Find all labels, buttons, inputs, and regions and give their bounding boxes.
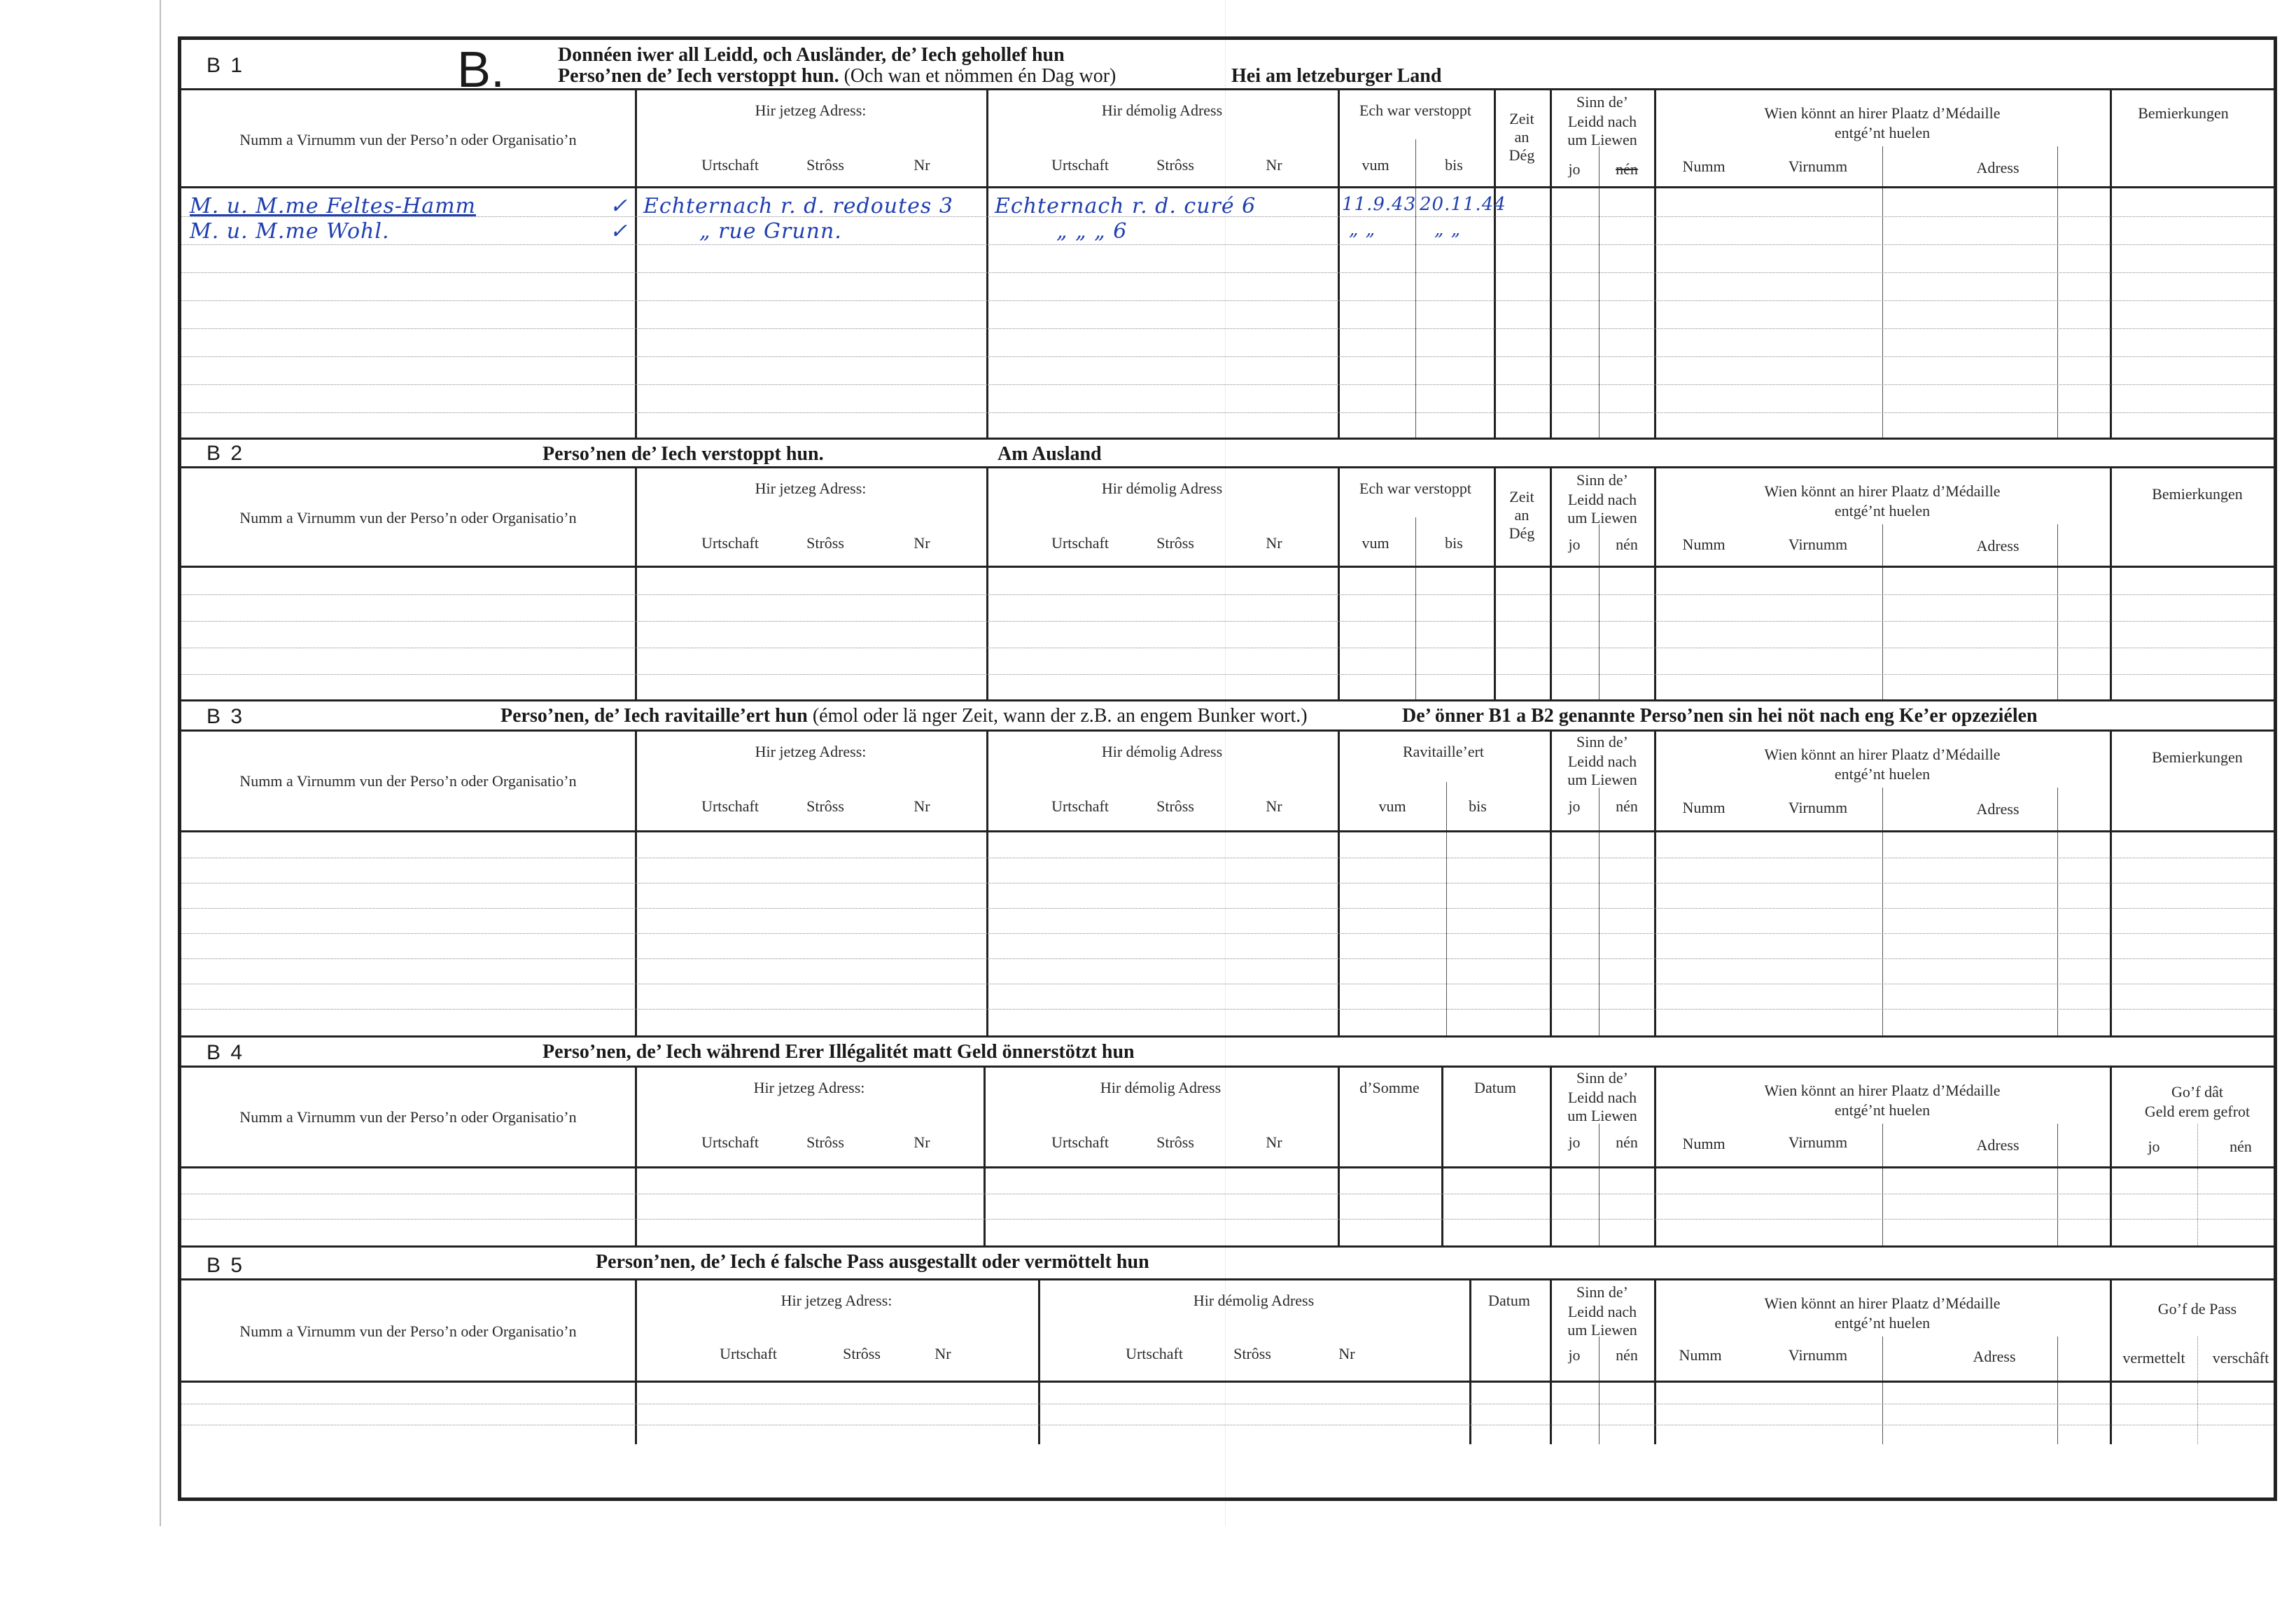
b5-sub-nr: Nr	[934, 1345, 951, 1362]
b1-header	[181, 90, 2274, 188]
b1-sub-urtschaft-2: Urtschaft	[1051, 156, 1109, 174]
b1-sub-vum: vum	[1362, 156, 1390, 174]
b1-check-mark-2: ✓	[610, 219, 629, 244]
b2-sub-nr-2: Nr	[1266, 534, 1282, 552]
b2-col-time-1: Zeit	[1509, 488, 1534, 505]
b2-title: Perso’nen de’ Iech verstoppt hun.	[542, 443, 824, 465]
b2-col-medal-2: entgé’nt huelen	[1834, 502, 1931, 519]
b1-entry-1-name: M. u. M.me Feltes-Hamm	[190, 194, 476, 218]
b1-col-former: Hir démolig Adress	[1101, 102, 1223, 119]
b1-col-alive-2: Leidd nach	[1567, 113, 1637, 130]
b4-col-gift-2: Geld erem gefrot	[2144, 1103, 2250, 1120]
b3-col-medal-1: Wien könnt an hirer Plaatz d’Médaille	[1764, 746, 2001, 763]
b3-sub-numm: Numm	[1682, 799, 1726, 816]
b5-col-alive-1: Sinn de’	[1576, 1283, 1628, 1301]
b3-title-bar	[181, 701, 2274, 732]
b2-body	[181, 568, 2274, 701]
b5-title-bar	[181, 1247, 2274, 1280]
b3-sub-stross-2: Strôss	[1156, 797, 1194, 815]
b5-col-former: Hir démolig Adress	[1193, 1292, 1315, 1309]
b2-title-bar	[181, 439, 2274, 468]
b2-sub-nr: Nr	[913, 534, 930, 552]
b1-title-right: Hei am letzeburger Land	[1231, 65, 1442, 87]
b1-sub-adress: Adress	[1976, 159, 2019, 176]
b1-entry-1-bis: 20.11.44	[1420, 194, 1506, 215]
b2-col-time-3: Dég	[1508, 524, 1535, 542]
b1-entry-2-name: M. u. M.me Wohl.	[190, 219, 390, 244]
b4-sub-virnumm: Virnumm	[1788, 1133, 1848, 1151]
b5-sub-virnumm: Virnumm	[1788, 1346, 1848, 1364]
b5-col-current: Hir jetzeg Adress:	[780, 1292, 892, 1309]
b3-sub-urtschaft: Urtschaft	[701, 797, 759, 815]
b5-sub-numm: Numm	[1679, 1346, 1722, 1364]
b2-col-current: Hir jetzeg Adress:	[755, 480, 867, 497]
b4-col-former: Hir démolig Adress	[1100, 1079, 1222, 1096]
b5-sub-urtschaft-2: Urtschaft	[1126, 1345, 1183, 1362]
b5-col-name: Numm a Virnumm vun der Perso’n oder Organisatio’n	[239, 1322, 577, 1340]
b1-sub-stross-2: Strôss	[1156, 156, 1194, 174]
b5-header	[181, 1280, 2274, 1383]
b1-col-time-1: Zeit	[1509, 110, 1534, 127]
b1-col-name: Numm a Virnumm vun der Perso’n oder Organisatio’n	[239, 131, 577, 148]
b2-sub-stross-2: Strôss	[1156, 534, 1194, 552]
b2-sub-bis: bis	[1445, 534, 1463, 552]
b3-body	[181, 832, 2274, 1037]
b1-sub-bis: bis	[1445, 156, 1463, 174]
b2-col-remarks: Bemierkungen	[2152, 485, 2243, 503]
section-b2	[181, 439, 2274, 701]
b5-col-alive-3: um Liewen	[1567, 1321, 1637, 1339]
b2-col-time-2: an	[1514, 506, 1530, 524]
b4-sub-nr: Nr	[913, 1133, 930, 1151]
b2-col-name: Numm a Virnumm vun der Perso’n oder Organisatio’n	[239, 509, 577, 526]
b1-entry-2-bis: „ „	[1434, 219, 1462, 240]
b3-sub-adress: Adress	[1976, 800, 2019, 818]
b5-sub-verschaft: verschâft	[2212, 1349, 2269, 1367]
b2-sub-urtschaft: Urtschaft	[701, 534, 759, 552]
b5-col-date: Datum	[1488, 1292, 1530, 1309]
b2-col-alive-2: Leidd nach	[1567, 491, 1637, 508]
b4-gift-nen: nén	[2230, 1138, 2252, 1155]
b2-sub-stross: Strôss	[806, 534, 844, 552]
b3-title-note: (émol oder lä nger Zeit, wann der z.B. an engem Bunker wort.)	[812, 705, 1308, 727]
b4-col-date: Datum	[1474, 1079, 1516, 1096]
b3-col-remarks: Bemierkungen	[2152, 748, 2243, 766]
b4-code: B 4	[206, 1041, 245, 1064]
b2-code: B 2	[206, 442, 245, 465]
b1-entry-1-vum: 11.9.43	[1342, 194, 1417, 215]
b4-title: Perso’nen, de’ Iech während Erer Illégalitét matt Geld önnerstötzt hun	[542, 1041, 1135, 1063]
b4-col-name: Numm a Virnumm vun der Perso’n oder Organisatio’n	[239, 1108, 577, 1126]
b1-title-line2	[558, 65, 1116, 88]
b1-entry-2-vum: „ „	[1349, 219, 1376, 240]
b4-col-medal-2: entgé’nt huelen	[1834, 1101, 1931, 1119]
b2-sub-numm: Numm	[1682, 536, 1726, 553]
b5-sub-stross-2: Strôss	[1233, 1345, 1271, 1362]
b3-sub-nr-2: Nr	[1266, 797, 1282, 815]
b1-col-alive-3: um Liewen	[1567, 131, 1637, 148]
b3-col-medal-2: entgé’nt huelen	[1834, 765, 1931, 783]
b4-col-current: Hir jetzeg Adress:	[753, 1079, 865, 1096]
b2-title-right: Am Ausland	[997, 443, 1102, 465]
form-frame	[178, 36, 2277, 1501]
b4-sub-nen: nén	[1616, 1133, 1638, 1151]
b3-sub-jo: jo	[1568, 797, 1581, 815]
b1-col-hidden: Ech war verstoppt	[1359, 102, 1472, 119]
b4-sub-urtschaft: Urtschaft	[701, 1133, 759, 1151]
b1-sub-nr: Nr	[913, 156, 930, 174]
b1-code: B 1	[206, 54, 245, 77]
b4-sub-nr-2: Nr	[1266, 1133, 1282, 1151]
b1-entry-1-former: Echternach r. d. curé 6	[995, 194, 1256, 218]
b3-sub-stross: Strôss	[806, 797, 844, 815]
b4-col-sum: d’Somme	[1359, 1079, 1420, 1096]
b5-code: B 5	[206, 1254, 245, 1277]
b3-col-supplied: Ravitaille’ert	[1402, 743, 1485, 760]
b1-title-note: (Och wan et nömmen én Dag wor)	[844, 65, 1116, 87]
b4-col-alive-2: Leidd nach	[1567, 1089, 1637, 1106]
b5-sub-stross: Strôss	[843, 1345, 881, 1362]
b1-col-remarks: Bemierkungen	[2138, 104, 2229, 122]
section-b5	[181, 1247, 2274, 1497]
b5-sub-urtschaft: Urtschaft	[720, 1345, 777, 1362]
b1-body	[181, 188, 2274, 439]
b3-sub-bis: bis	[1469, 797, 1487, 815]
b3-sub-urtschaft-2: Urtschaft	[1051, 797, 1109, 815]
section-b4	[181, 1037, 2274, 1247]
b1-title-bar	[181, 40, 2274, 98]
b2-col-former: Hir démolig Adress	[1101, 480, 1223, 497]
b5-col-medal-1: Wien könnt an hirer Plaatz d’Médaille	[1764, 1294, 2001, 1312]
b3-col-alive-3: um Liewen	[1567, 771, 1637, 788]
b5-sub-jo: jo	[1568, 1346, 1581, 1364]
b3-title	[500, 705, 1308, 727]
page-left-edge	[160, 0, 161, 1526]
b4-sub-jo: jo	[1568, 1133, 1581, 1151]
b1-sub-stross: Strôss	[806, 156, 844, 174]
b4-gift-jo: jo	[2148, 1138, 2160, 1155]
b4-sub-stross: Strôss	[806, 1133, 844, 1151]
b4-sub-stross-2: Strôss	[1156, 1133, 1194, 1151]
b4-header	[181, 1068, 2274, 1168]
b1-col-alive-1: Sinn de’	[1576, 93, 1628, 111]
b5-body	[181, 1383, 2274, 1444]
b4-sub-numm: Numm	[1682, 1135, 1726, 1152]
b2-sub-jo: jo	[1568, 536, 1581, 553]
b4-body	[181, 1168, 2274, 1247]
b3-col-current: Hir jetzeg Adress:	[755, 743, 867, 760]
form-letter: B.	[457, 42, 505, 98]
b5-col-pass: Go’f de Pass	[2157, 1300, 2237, 1318]
b1-col-medal-1: Wien könnt an hirer Plaatz d’Médaille	[1764, 104, 2001, 122]
b1-sub-urtschaft: Urtschaft	[701, 156, 759, 174]
b1-title-line2-text: Perso’nen de’ Iech verstoppt hun.	[558, 65, 839, 87]
b2-sub-adress: Adress	[1976, 537, 2019, 554]
section-b3	[181, 701, 2274, 1037]
b2-sub-virnumm: Virnumm	[1788, 536, 1848, 553]
b2-col-alive-1: Sinn de’	[1576, 471, 1628, 489]
b3-sub-nr: Nr	[913, 797, 930, 815]
b1-col-medal-2: entgé’nt huelen	[1834, 124, 1931, 141]
b5-col-medal-2: entgé’nt huelen	[1834, 1314, 1931, 1332]
b3-title-right: De’ önner B1 a B2 genannte Perso’nen sin hei nöt nach eng Ke’er opzeziélen	[1402, 705, 2038, 727]
b1-sub-numm: Numm	[1682, 158, 1726, 175]
b2-sub-nen: nén	[1616, 536, 1638, 553]
b2-sub-urtschaft-2: Urtschaft	[1051, 534, 1109, 552]
section-b1	[181, 40, 2274, 439]
b3-header	[181, 732, 2274, 832]
b1-sub-jo: jo	[1568, 160, 1581, 178]
b4-col-gift-1: Go’f dât	[2171, 1083, 2223, 1101]
b3-col-alive-2: Leidd nach	[1567, 753, 1637, 770]
b5-sub-nr-2: Nr	[1338, 1345, 1355, 1362]
b4-sub-adress: Adress	[1976, 1136, 2019, 1154]
b1-col-time-2: an	[1514, 128, 1530, 146]
b3-title-text: Perso’nen, de’ Iech ravitaille’ert hun	[500, 705, 808, 727]
b1-sub-virnumm: Virnumm	[1788, 158, 1848, 175]
b3-code: B 3	[206, 705, 245, 728]
b3-col-former: Hir démolig Adress	[1101, 743, 1223, 760]
b1-entry-1-current: Echternach r. d. redoutes 3	[643, 194, 953, 218]
b5-sub-vermettelt: vermettelt	[2122, 1349, 2185, 1367]
b2-col-medal-1: Wien könnt an hirer Plaatz d’Médaille	[1764, 482, 2001, 500]
b1-entry-2-former: „ „ „ 6	[1056, 219, 1128, 244]
b4-col-medal-1: Wien könnt an hirer Plaatz d’Médaille	[1764, 1082, 2001, 1099]
b1-sub-nen: nén	[1616, 160, 1638, 178]
b3-col-name: Numm a Virnumm vun der Perso’n oder Organisatio’n	[239, 772, 577, 790]
b1-col-time-3: Dég	[1508, 146, 1535, 164]
b1-col-current: Hir jetzeg Adress:	[755, 102, 867, 119]
b4-sub-urtschaft-2: Urtschaft	[1051, 1133, 1109, 1151]
b5-sub-nen: nén	[1616, 1346, 1638, 1364]
b3-sub-nen: nén	[1616, 797, 1638, 815]
b1-sub-nr-2: Nr	[1266, 156, 1282, 174]
b4-title-bar	[181, 1037, 2274, 1068]
b4-col-alive-3: um Liewen	[1567, 1107, 1637, 1124]
b5-col-alive-2: Leidd nach	[1567, 1303, 1637, 1320]
b1-check-mark-1: ✓	[610, 194, 629, 218]
b4-col-alive-1: Sinn de’	[1576, 1069, 1628, 1087]
b2-col-alive-3: um Liewen	[1567, 509, 1637, 526]
b3-col-alive-1: Sinn de’	[1576, 733, 1628, 750]
b3-sub-virnumm: Virnumm	[1788, 799, 1848, 816]
b1-title-line1: Donnéen iwer all Leidd, och Ausländer, de’ Iech gehollef hun	[558, 44, 1065, 66]
b2-col-hidden: Ech war verstoppt	[1359, 480, 1472, 497]
b2-header	[181, 468, 2274, 568]
b5-sub-adress: Adress	[1973, 1348, 2016, 1365]
b5-title: Person’nen, de’ Iech é falsche Pass ausgestallt oder vermöttelt hun	[596, 1251, 1149, 1273]
b2-sub-vum: vum	[1362, 534, 1390, 552]
b1-entry-2-current: „ rue Grunn.	[699, 219, 842, 244]
b3-sub-vum: vum	[1378, 797, 1406, 815]
